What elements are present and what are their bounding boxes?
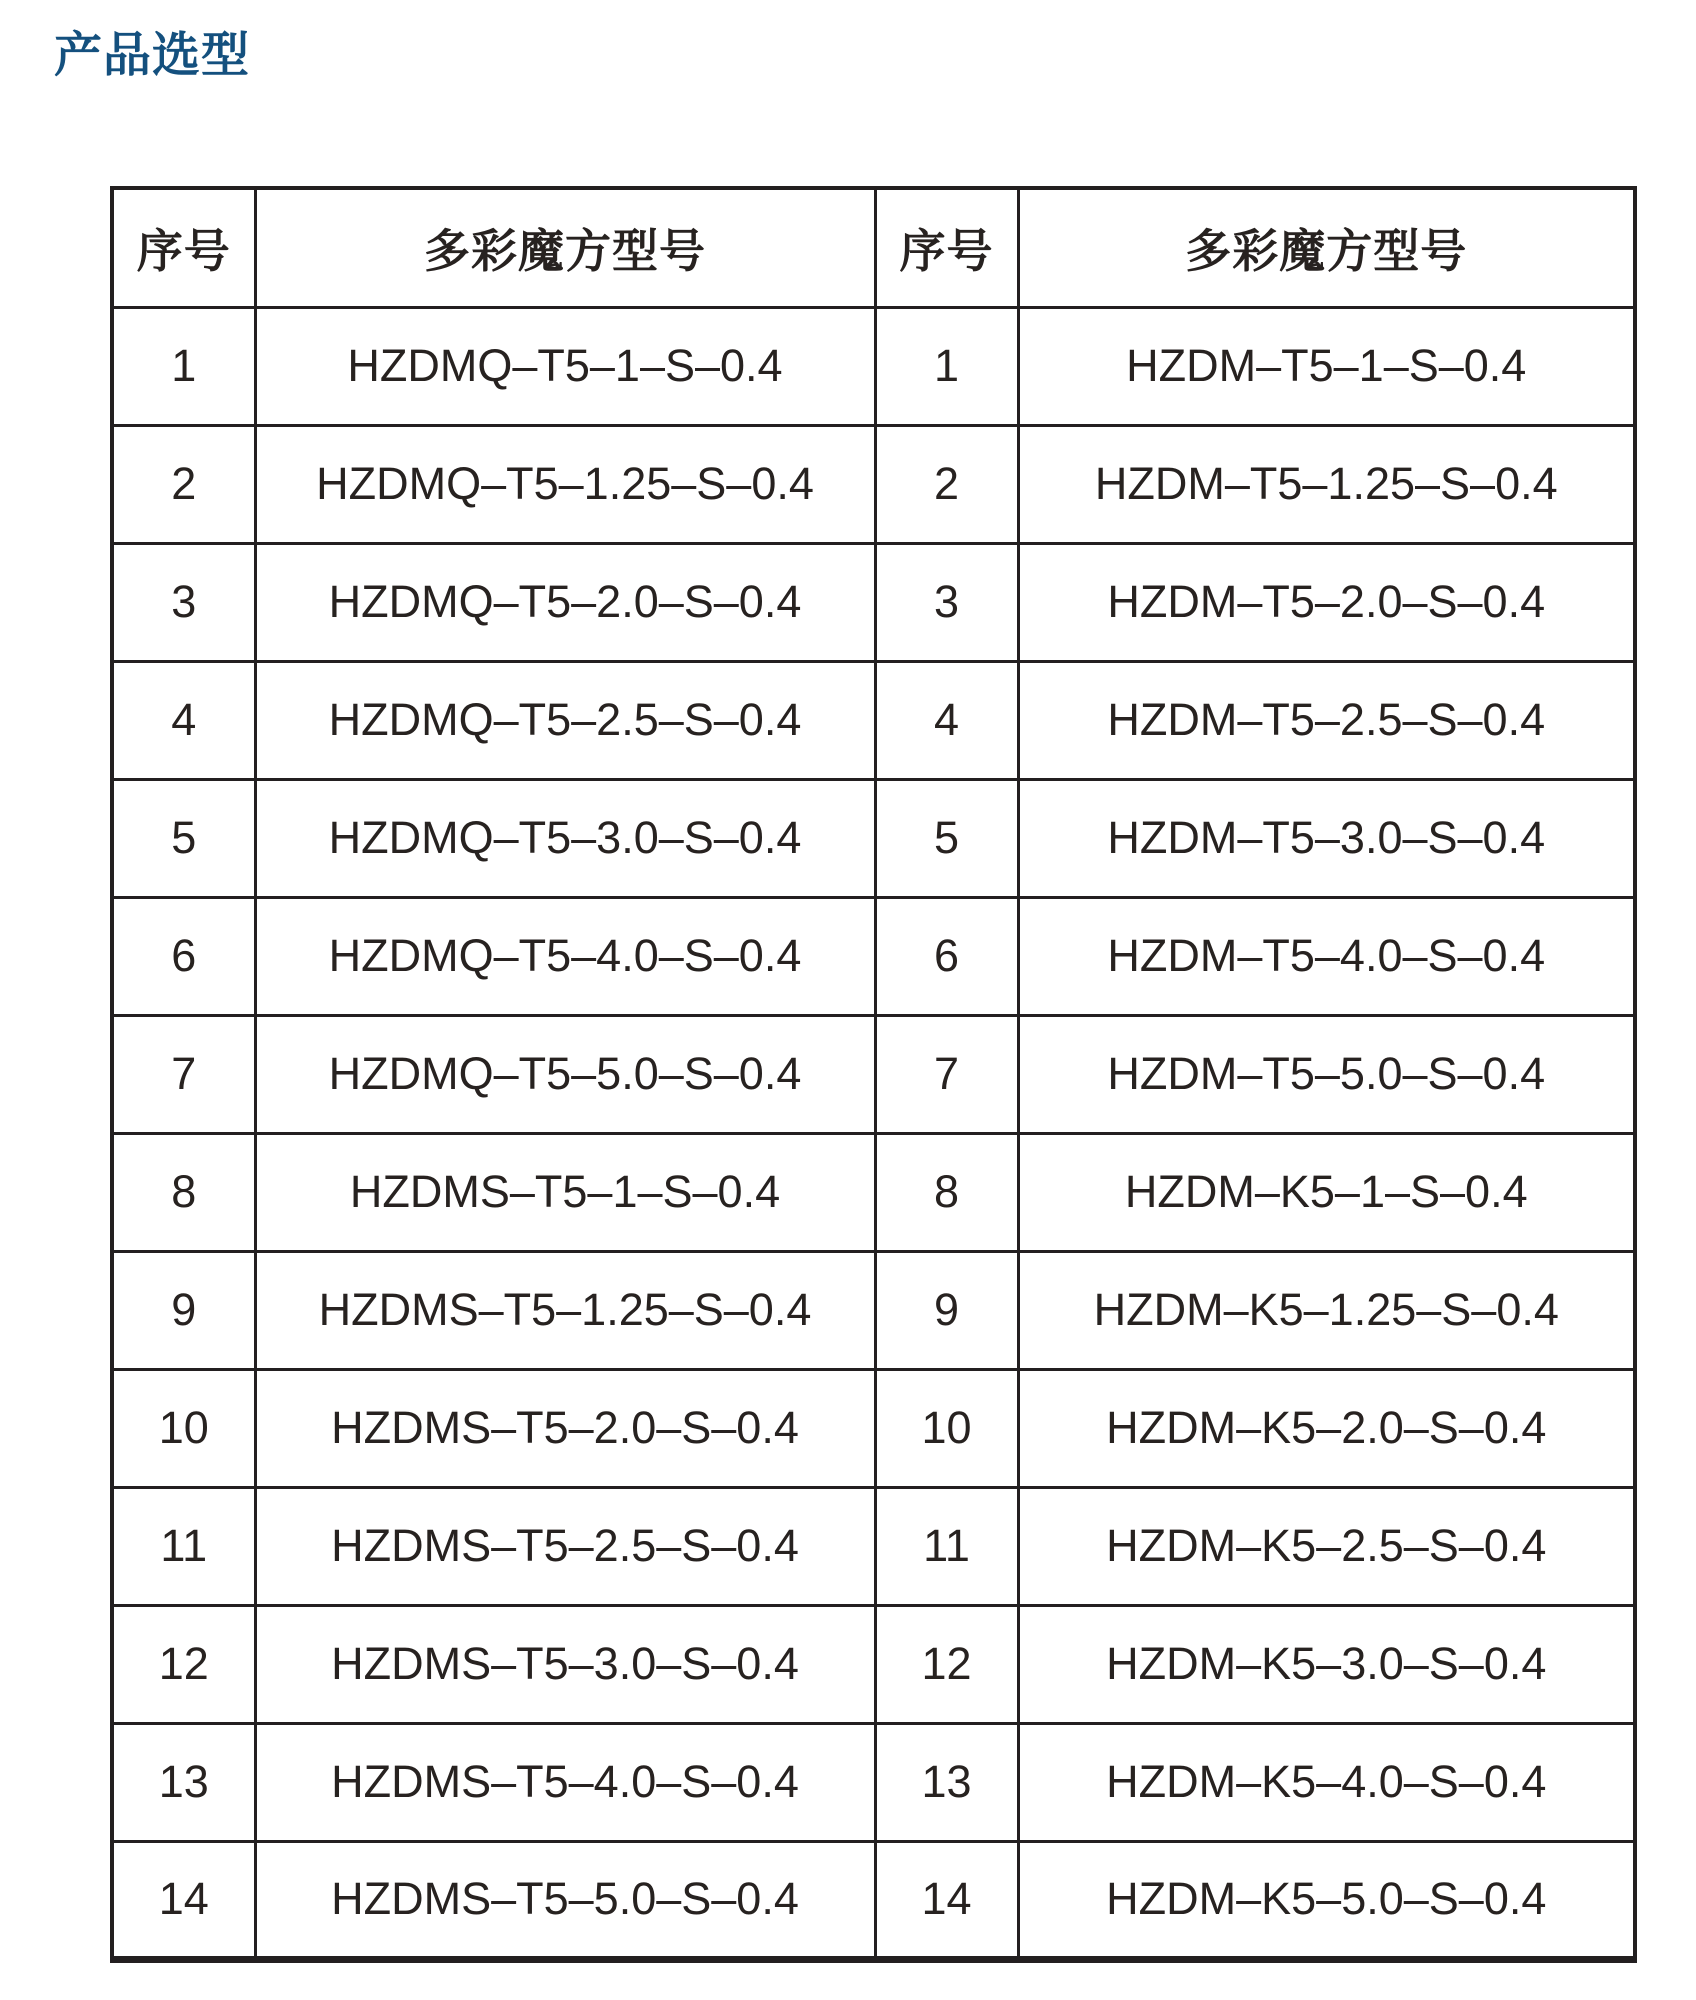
- model-cell-right: HZDM–T5–1–S–0.4: [1018, 307, 1635, 425]
- model-cell-left: HZDMQ–T5–5.0–S–0.4: [255, 1015, 875, 1133]
- serial-cell-right: 5: [875, 779, 1018, 897]
- model-cell-right: HZDM–T5–2.0–S–0.4: [1018, 543, 1635, 661]
- serial-cell-left: 4: [112, 661, 255, 779]
- model-cell-right: HZDM–K5–1–S–0.4: [1018, 1133, 1635, 1251]
- model-cell-right: HZDM–T5–4.0–S–0.4: [1018, 897, 1635, 1015]
- model-cell-left: HZDMQ–T5–2.0–S–0.4: [255, 543, 875, 661]
- model-cell-right: HZDM–K5–4.0–S–0.4: [1018, 1723, 1635, 1841]
- table-row: [112, 1251, 1635, 1369]
- serial-cell-left: 10: [112, 1369, 255, 1487]
- serial-cell-right: 8: [875, 1133, 1018, 1251]
- model-cell-right: HZDM–T5–1.25–S–0.4: [1018, 425, 1635, 543]
- table-body: [112, 307, 1635, 1959]
- model-cell-left: HZDMQ–T5–2.5–S–0.4: [255, 661, 875, 779]
- header-serial-right: 序号: [875, 188, 1018, 307]
- table-row: [112, 897, 1635, 1015]
- serial-cell-left: 13: [112, 1723, 255, 1841]
- serial-cell-left: 12: [112, 1605, 255, 1723]
- table-row: [112, 1723, 1635, 1841]
- table-row: [112, 779, 1635, 897]
- model-cell-left: HZDMS–T5–4.0–S–0.4: [255, 1723, 875, 1841]
- model-cell-left: HZDMS–T5–1–S–0.4: [255, 1133, 875, 1251]
- model-cell-right: HZDM–K5–2.5–S–0.4: [1018, 1487, 1635, 1605]
- table-row: [112, 543, 1635, 661]
- model-cell-right: HZDM–K5–3.0–S–0.4: [1018, 1605, 1635, 1723]
- table-row: [112, 425, 1635, 543]
- model-cell-left: HZDMQ–T5–1–S–0.4: [255, 307, 875, 425]
- serial-cell-right: 11: [875, 1487, 1018, 1605]
- table-row: [112, 307, 1635, 425]
- model-cell-left: HZDMQ–T5–4.0–S–0.4: [255, 897, 875, 1015]
- model-cell-right: HZDM–K5–2.0–S–0.4: [1018, 1369, 1635, 1487]
- header-model-right: 多彩魔方型号: [1018, 188, 1635, 307]
- product-selection-table: [110, 186, 1637, 1963]
- serial-cell-left: 1: [112, 307, 255, 425]
- serial-cell-right: 4: [875, 661, 1018, 779]
- serial-cell-right: 10: [875, 1369, 1018, 1487]
- table-row: [112, 1015, 1635, 1133]
- serial-cell-right: 14: [875, 1841, 1018, 1959]
- header-serial-left: 序号: [112, 188, 255, 307]
- model-cell-left: HZDMQ–T5–1.25–S–0.4: [255, 425, 875, 543]
- serial-cell-right: 7: [875, 1015, 1018, 1133]
- serial-cell-left: 9: [112, 1251, 255, 1369]
- serial-cell-right: 2: [875, 425, 1018, 543]
- header-model-left: 多彩魔方型号: [255, 188, 875, 307]
- header-row: [112, 188, 1635, 307]
- serial-cell-left: 8: [112, 1133, 255, 1251]
- table-row: [112, 1605, 1635, 1723]
- model-cell-left: HZDMS–T5–2.0–S–0.4: [255, 1369, 875, 1487]
- model-cell-left: HZDMS–T5–5.0–S–0.4: [255, 1841, 875, 1959]
- serial-cell-left: 7: [112, 1015, 255, 1133]
- table-row: [112, 1369, 1635, 1487]
- serial-cell-right: 9: [875, 1251, 1018, 1369]
- serial-cell-left: 11: [112, 1487, 255, 1605]
- serial-cell-left: 3: [112, 543, 255, 661]
- serial-cell-right: 13: [875, 1723, 1018, 1841]
- serial-cell-left: 2: [112, 425, 255, 543]
- serial-cell-right: 12: [875, 1605, 1018, 1723]
- model-cell-left: HZDMS–T5–3.0–S–0.4: [255, 1605, 875, 1723]
- model-cell-right: HZDM–K5–5.0–S–0.4: [1018, 1841, 1635, 1959]
- model-cell-right: HZDM–K5–1.25–S–0.4: [1018, 1251, 1635, 1369]
- model-cell-left: HZDMQ–T5–3.0–S–0.4: [255, 779, 875, 897]
- model-cell-left: HZDMS–T5–1.25–S–0.4: [255, 1251, 875, 1369]
- serial-cell-left: 5: [112, 779, 255, 897]
- serial-cell-right: 1: [875, 307, 1018, 425]
- serial-cell-right: 3: [875, 543, 1018, 661]
- serial-cell-right: 6: [875, 897, 1018, 1015]
- model-cell-left: HZDMS–T5–2.5–S–0.4: [255, 1487, 875, 1605]
- model-cell-right: HZDM–T5–2.5–S–0.4: [1018, 661, 1635, 779]
- table-header: [112, 188, 1635, 307]
- serial-cell-left: 14: [112, 1841, 255, 1959]
- table-row: [112, 1133, 1635, 1251]
- table-row: [112, 1487, 1635, 1605]
- model-cell-right: HZDM–T5–3.0–S–0.4: [1018, 779, 1635, 897]
- model-cell-right: HZDM–T5–5.0–S–0.4: [1018, 1015, 1635, 1133]
- page-title: 产品选型: [54, 29, 251, 82]
- serial-cell-left: 6: [112, 897, 255, 1015]
- table-row: [112, 1841, 1635, 1959]
- table-row: [112, 661, 1635, 779]
